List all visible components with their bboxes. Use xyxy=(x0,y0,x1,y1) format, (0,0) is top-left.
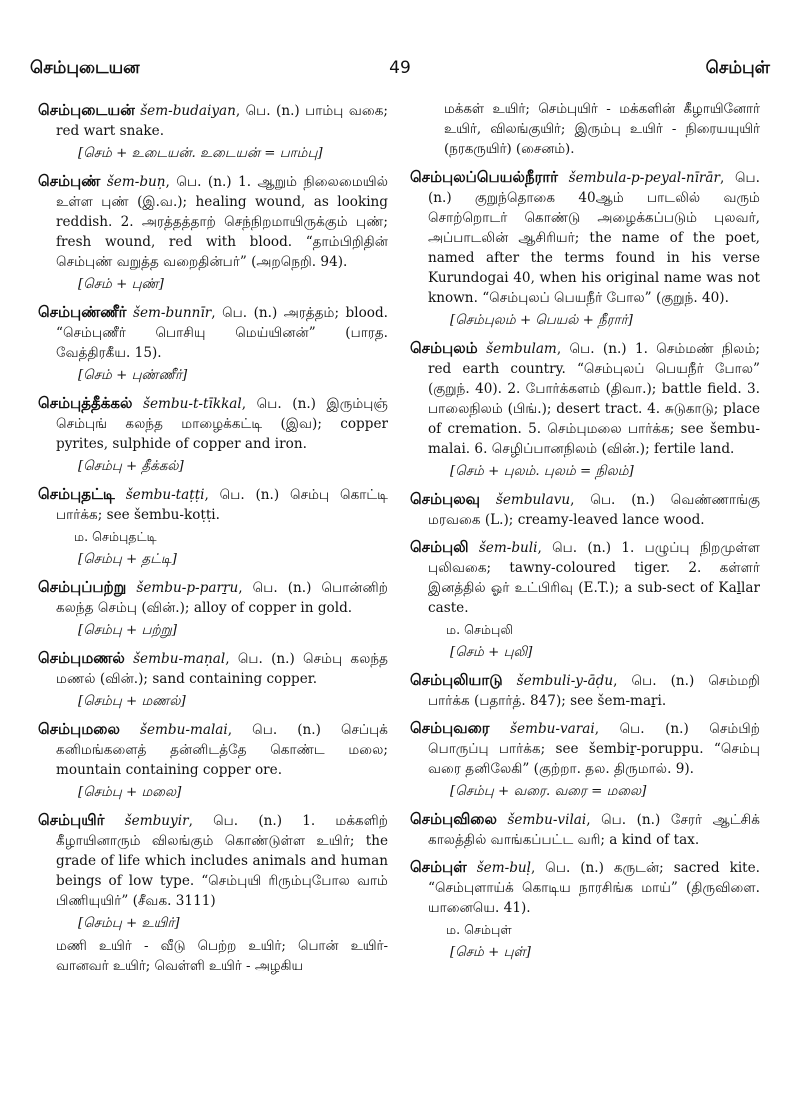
definition: , பெ. (n.) செம்பு கலந்த மணல் (வின்.); sand containing copper. xyxy=(56,651,388,687)
dictionary-entry xyxy=(410,809,760,850)
malayalam-cognate: ம. செம்புலி xyxy=(446,622,514,637)
etymology: [செம்பு + தீக்கல்] xyxy=(78,459,184,474)
dictionary-entry xyxy=(38,302,388,386)
headword: செம்புண் xyxy=(38,172,101,190)
transliteration: šembulavu xyxy=(495,492,571,508)
dictionary-entry xyxy=(410,857,760,963)
definition: , பெ. (n.) செம்பிற் பொருப்பு பார்க்க; see šembiṟ-poruppu. “செம்பு வரை தனிலேகி” (குற்றா. தல. திருமால். 9). xyxy=(428,721,760,777)
headword: செம்புதட்டி xyxy=(38,485,115,503)
transliteration: šembu-vilai xyxy=(507,812,587,828)
etymology: [செம்பு + உயிர்] xyxy=(78,916,180,931)
transliteration: šembu-p-parṟu xyxy=(136,580,239,596)
transliteration: šembuli-y-āḍu xyxy=(516,673,614,689)
transliteration: šem-buṇ xyxy=(106,174,166,190)
definition: , பெ. (n.) சேரர் ஆட்சிக் காலத்தில் வாங்கப்பட்ட வரி; a kind of tax. xyxy=(428,812,760,848)
dictionary-entry xyxy=(410,670,760,711)
headword: செம்புடையன் xyxy=(38,101,135,119)
dictionary-entry xyxy=(410,489,760,530)
dictionary-entry xyxy=(38,484,388,570)
definition: , பெ. (n.) செம்மறி பார்க்க (பதார்த். 847); see šem-maṟi. xyxy=(428,673,760,709)
dictionary-entry xyxy=(410,338,760,482)
transliteration: šem-buli xyxy=(478,540,538,556)
etymology: [செம் + புண்] xyxy=(78,277,164,292)
etymology: [செம்பு + வரை. வரை = மலை] xyxy=(450,784,647,799)
page-header xyxy=(30,58,770,88)
transliteration: šembu-maṇal xyxy=(133,651,226,667)
left-column xyxy=(38,100,388,984)
headword: செம்புப்பற்று xyxy=(38,578,127,596)
malayalam-cognate: ம. செம்புதட்டி xyxy=(74,529,157,544)
etymology: [செம்புலம் + பெயல் + நீரார்] xyxy=(450,313,633,328)
headword: செம்புலியாடு xyxy=(410,671,503,689)
definition: , பெ. (n.) குறுந்தொகை 40ஆம் பாடலில் வரும் சொற்றொடர் கொண்டு அழைக்கப்படும் புலவர், அப்பாடலின் ஆசிரியர்; the name of the poet, named after the terms found in his verse Kurundogai 40, when his original name was not known. “செம்புலப் பெயநீர் போல” (குறுந். 40). xyxy=(428,170,760,306)
definition: , பெ. (n.) 1. ஆறும் நிலைமையில் உள்ள புண் (இ.வ.); healing wound, as looking reddish. 2. அரத்தத்தாற் செந்நிறமாயிருக்கும் புண்; fresh wound, red with blood. “தாம்பிறிதின் செம்புண் வறுத்த வறைதின்பர்” (அறநெறி. 94). xyxy=(56,174,388,270)
header-right-guideword: செம்புள் xyxy=(705,58,770,78)
transliteration: šembu-varai xyxy=(510,721,595,737)
dictionary-entry xyxy=(38,648,388,712)
etymology: [செம் + புலி] xyxy=(450,645,533,660)
definition: , பெ. (n.) 1. பழுப்பு நிறமுள்ள புலிவகை; tawny-coloured tiger. 2. கள்ளர் இனத்தில் ஓர் உட்பிரிவு (E.T.); a sub-sect of Kaḻlar caste. xyxy=(428,540,760,616)
etymology: [செம்பு + தட்டி] xyxy=(78,552,177,567)
transliteration: šem-budaiyan xyxy=(140,103,236,119)
definition: , பெ. (n.) செம்பு கொட்டி பார்க்க; see šembu-koṭṭi. xyxy=(56,487,388,523)
etymology: [செம் + உடையன். உடையன் = பாம்பு] xyxy=(78,146,323,161)
definition: , பெ. (n.) செப்புக் கனிமங்களைத் தன்னிடத்தே கொண்ட மலை; mountain containing copper ore. xyxy=(56,722,388,778)
etymology: [செம்பு + மணல்] xyxy=(78,694,186,709)
headword: செம்புவரை xyxy=(410,719,490,737)
dictionary-entry xyxy=(410,167,760,331)
malayalam-cognate: ம. செம்புள் xyxy=(446,922,512,937)
definition: , பெ. (n.) வெண்ணாங்கு மரவகை (L.); creamy-leaved lance wood. xyxy=(428,492,760,528)
dictionary-entry xyxy=(38,393,388,477)
headword: செம்புயிர் xyxy=(38,811,105,829)
definition: , பெ. (n.) 1. செம்மண் நிலம்; red earth country. “செம்புலப் பெயநீர் போல” (குறுந். 40). 2. போர்க்களம் (திவா.); battle field. 3. பாலைநிலம் (பிங்.); desert tract. 4. சுடுகாடு; place of cremation. 5. செம்புமலை பார்க்க; see šembu-malai. 6. செழிப்பானநிலம் (வின்.); fertile land. xyxy=(428,341,760,457)
etymology: [செம் + புள்] xyxy=(450,945,531,960)
headword: செம்புமலை xyxy=(38,720,120,738)
definition: , பெ. (n.) கருடன்; sacred kite. “செம்புளாய்க் கொடிய நாரசிங்க மாய்” (திருவிளை. யானையெ. 41). xyxy=(428,860,760,916)
definition: , பெ. (n.) இரும்புஞ் செம்புங் கலந்த மாழைக்கட்டி (இவ); copper pyrites, sulphide of copper and iron. xyxy=(56,396,389,452)
headword: செம்புலி xyxy=(410,538,469,556)
headword: செம்புவிலை xyxy=(410,810,497,828)
dictionary-entry xyxy=(38,577,388,641)
transliteration: šembula-p-peyal-nīrār xyxy=(568,170,721,186)
definition: , பெ. (n.) பாம்பு வகை; red wart snake. xyxy=(56,103,388,139)
transliteration: šembulam xyxy=(486,341,557,357)
dictionary-entry xyxy=(38,100,388,164)
note-continued: மணி உயிர் - வீடு பெற்ற உயிர்; பொன் உயிர்- வானவர் உயிர்; வெள்ளி உயிர் - அழகிய xyxy=(56,939,388,974)
headword: செம்புலம் xyxy=(410,339,478,357)
definition: , பெ. (n.) 1. மக்களிற் கீழாயினாரும் விலங்கும் கொண்டுள்ள உயிர்; the grade of life which includes animals and human beings of low type. “செம்புயி ரிரும்புபோல வாம் பிணியுயிர்” (சீவக. 3111) xyxy=(56,813,389,909)
etymology: [செம் + புலம். புலம் = நிலம்] xyxy=(450,464,634,479)
page-number: 49 xyxy=(389,58,411,78)
dictionary-entry xyxy=(410,718,760,802)
note-continuation: மக்கள் உயிர்; செம்புயிர் - மக்களின் கீழாயினோர் உயிர், விலங்குயிர்; இரும்பு உயிர் - நிரையயுயிர் (நரகருயிர்) (சைனம்). xyxy=(444,102,760,157)
transliteration: šembu-taṭṭi xyxy=(125,487,205,503)
etymology: [செம்பு + பற்று] xyxy=(78,623,178,638)
headword: செம்புலப்பெயல்நீரார் xyxy=(410,168,559,186)
etymology: [செம்பு + மலை] xyxy=(78,785,182,800)
headword: செம்புண்ணீர் xyxy=(38,303,127,321)
headword: செம்புத்தீக்கல் xyxy=(38,394,133,412)
continued-note xyxy=(410,100,760,160)
dictionary-entry xyxy=(38,719,388,803)
headword: செம்புலவு xyxy=(410,490,481,508)
dictionary-entry xyxy=(410,537,760,663)
transliteration: šem-bunnīr xyxy=(132,305,212,321)
dictionary-entry xyxy=(38,171,388,295)
headword: செம்புள் xyxy=(410,858,467,876)
right-column xyxy=(410,100,760,970)
transliteration: šembu-malai xyxy=(140,722,228,738)
etymology: [செம் + புண்ணீர்] xyxy=(78,368,188,383)
definition: , பெ. (n.) அரத்தம்; blood. “செம்புணீர் பொசியு மெய்யினன்” (பாரத. வேத்திரகீய. 15). xyxy=(56,305,388,361)
definition: , பெ. (n.) பொன்னிற் கலந்த செம்பு (வின்.); alloy of copper in gold. xyxy=(56,580,388,616)
transliteration: šem-buḷ xyxy=(476,860,532,876)
headword: செம்புமணல் xyxy=(38,649,125,667)
transliteration: šembu-t-tīkkal xyxy=(143,396,242,412)
dictionary-entry xyxy=(38,810,388,977)
header-left-guideword: செம்புடையன xyxy=(30,58,140,78)
transliteration: šembuyir xyxy=(124,813,189,829)
